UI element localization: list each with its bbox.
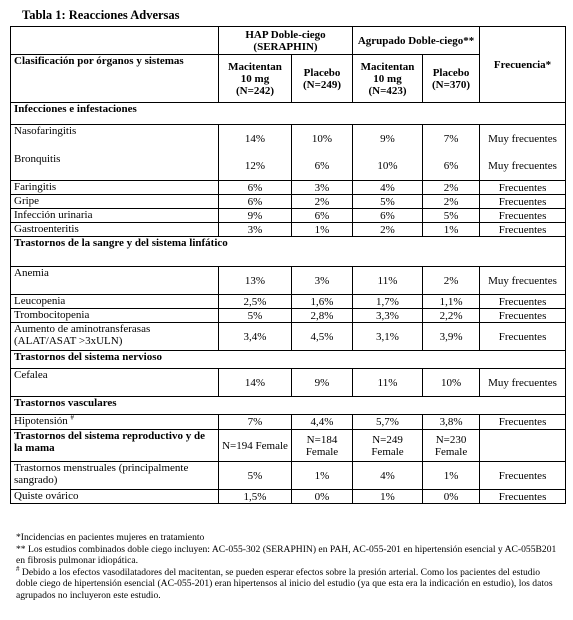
table-row: Gripe 6% 2% 5% 2% Frecuentes	[11, 195, 566, 209]
header-empty	[11, 27, 219, 55]
header-macitentan-1: Macitentan 10 mg (N=242)	[219, 55, 292, 103]
rep-n-3: N=249 Female	[353, 430, 423, 462]
footnote-hash-mark: #	[16, 564, 20, 573]
table-row: Infección urinaria 9% 6% 6% 5% Frecuentes	[11, 209, 566, 223]
header-group-seraphin: HAP Doble-ciego (SERAPHIN)	[219, 27, 353, 55]
table-row: Bronquitis 12% 6% 10% 6% Muy frecuentes	[11, 153, 566, 181]
table-row: Anemia 13% 3% 11% 2% Muy frecuentes	[11, 267, 566, 295]
table-row: Trombocitopenia 5% 2,8% 3,3% 2,2% Frecuentes	[11, 309, 566, 323]
rep-n-4: N=230 Female	[423, 430, 480, 462]
footnote-incidence: *Incidencias en pacientes mujeres en tratamiento	[16, 532, 205, 543]
section-infections: Infecciones e infestaciones	[11, 103, 566, 125]
table-title: Tabla 1: Reacciones Adversas	[22, 8, 180, 22]
header-placebo-2: Placebo (N=370)	[423, 55, 480, 103]
header-organ-class: Clasificación por órganos y sistemas	[11, 55, 219, 103]
section-reproductive: Trastornos del sistema reproductivo y de la mama	[11, 430, 219, 462]
table-row: Aumento de aminotransferasas (ALAT/ASAT >3xULN) 3,4% 4,5% 3,1% 3,9% Frecuentes	[11, 323, 566, 351]
rep-empty	[480, 430, 566, 462]
table-row: Nasofaringitis 14% 10% 9% 7% Muy frecuentes	[11, 125, 566, 153]
hypotension-footnote-mark: #	[70, 413, 75, 422]
footnotes	[16, 532, 561, 601]
table-row: Gastroenteritis 3% 1% 2% 1% Frecuentes	[11, 223, 566, 237]
section-nervous: Trastornos del sistema nervioso	[11, 351, 566, 369]
footnote-hypotension	[16, 564, 561, 602]
table-row: Cefalea 14% 9% 11% 10% Muy frecuentes	[11, 369, 566, 397]
table-row: Faringitis 6% 3% 4% 2% Frecuentes	[11, 181, 566, 195]
section-blood: Trastornos de la sangre y del sistema linfático	[11, 237, 566, 267]
hypotension-label: Hipotensión	[14, 415, 68, 427]
header-placebo-1: Placebo (N=249)	[292, 55, 353, 103]
header-frequency: Frecuencia*	[480, 27, 566, 103]
adverse-reactions-table	[10, 26, 566, 504]
footnote-hypotension-text: Debido a los efectos vasodilatadores del macitentan, se pueden esperar efectos sobre la presión arterial. Como los pacientes del estudio doble ciego de hipertensión esencial (AC-055-201) eran hipertensos al inicio del estudio (ya que esta era la indicación en estudio), los datos agrupados no incluyeron este estudio.	[16, 566, 553, 601]
header-macitentan-2: Macitentan 10 mg (N=423)	[353, 55, 423, 103]
table-row: Leucopenia 2,5% 1,6% 1,7% 1,1% Frecuentes	[11, 295, 566, 309]
rep-n-1: N=194 Female	[219, 430, 292, 462]
table-row: Hipotensión # 7% 4,4% 5,7% 3,8% Frecuentes	[11, 415, 566, 430]
table-row: Trastornos menstruales (principalmente sangrado) 5% 1% 4% 1% Frecuentes	[11, 462, 566, 490]
footnote-pooled-studies: ** Los estudios combinados doble ciego incluyen: AC-055-302 (SERAPHIN) en PAH, AC-055-201 en hipertensión esencial y AC-055B201 en fibrosis pulmonar idiopática.	[16, 543, 557, 566]
section-vascular: Trastornos vasculares	[11, 397, 566, 415]
table-row: Quiste ovárico 1,5% 0% 1% 0% Frecuentes	[11, 490, 566, 504]
rep-n-2: N=184 Female	[292, 430, 353, 462]
header-group-pooled: Agrupado Doble-ciego**	[353, 27, 480, 55]
